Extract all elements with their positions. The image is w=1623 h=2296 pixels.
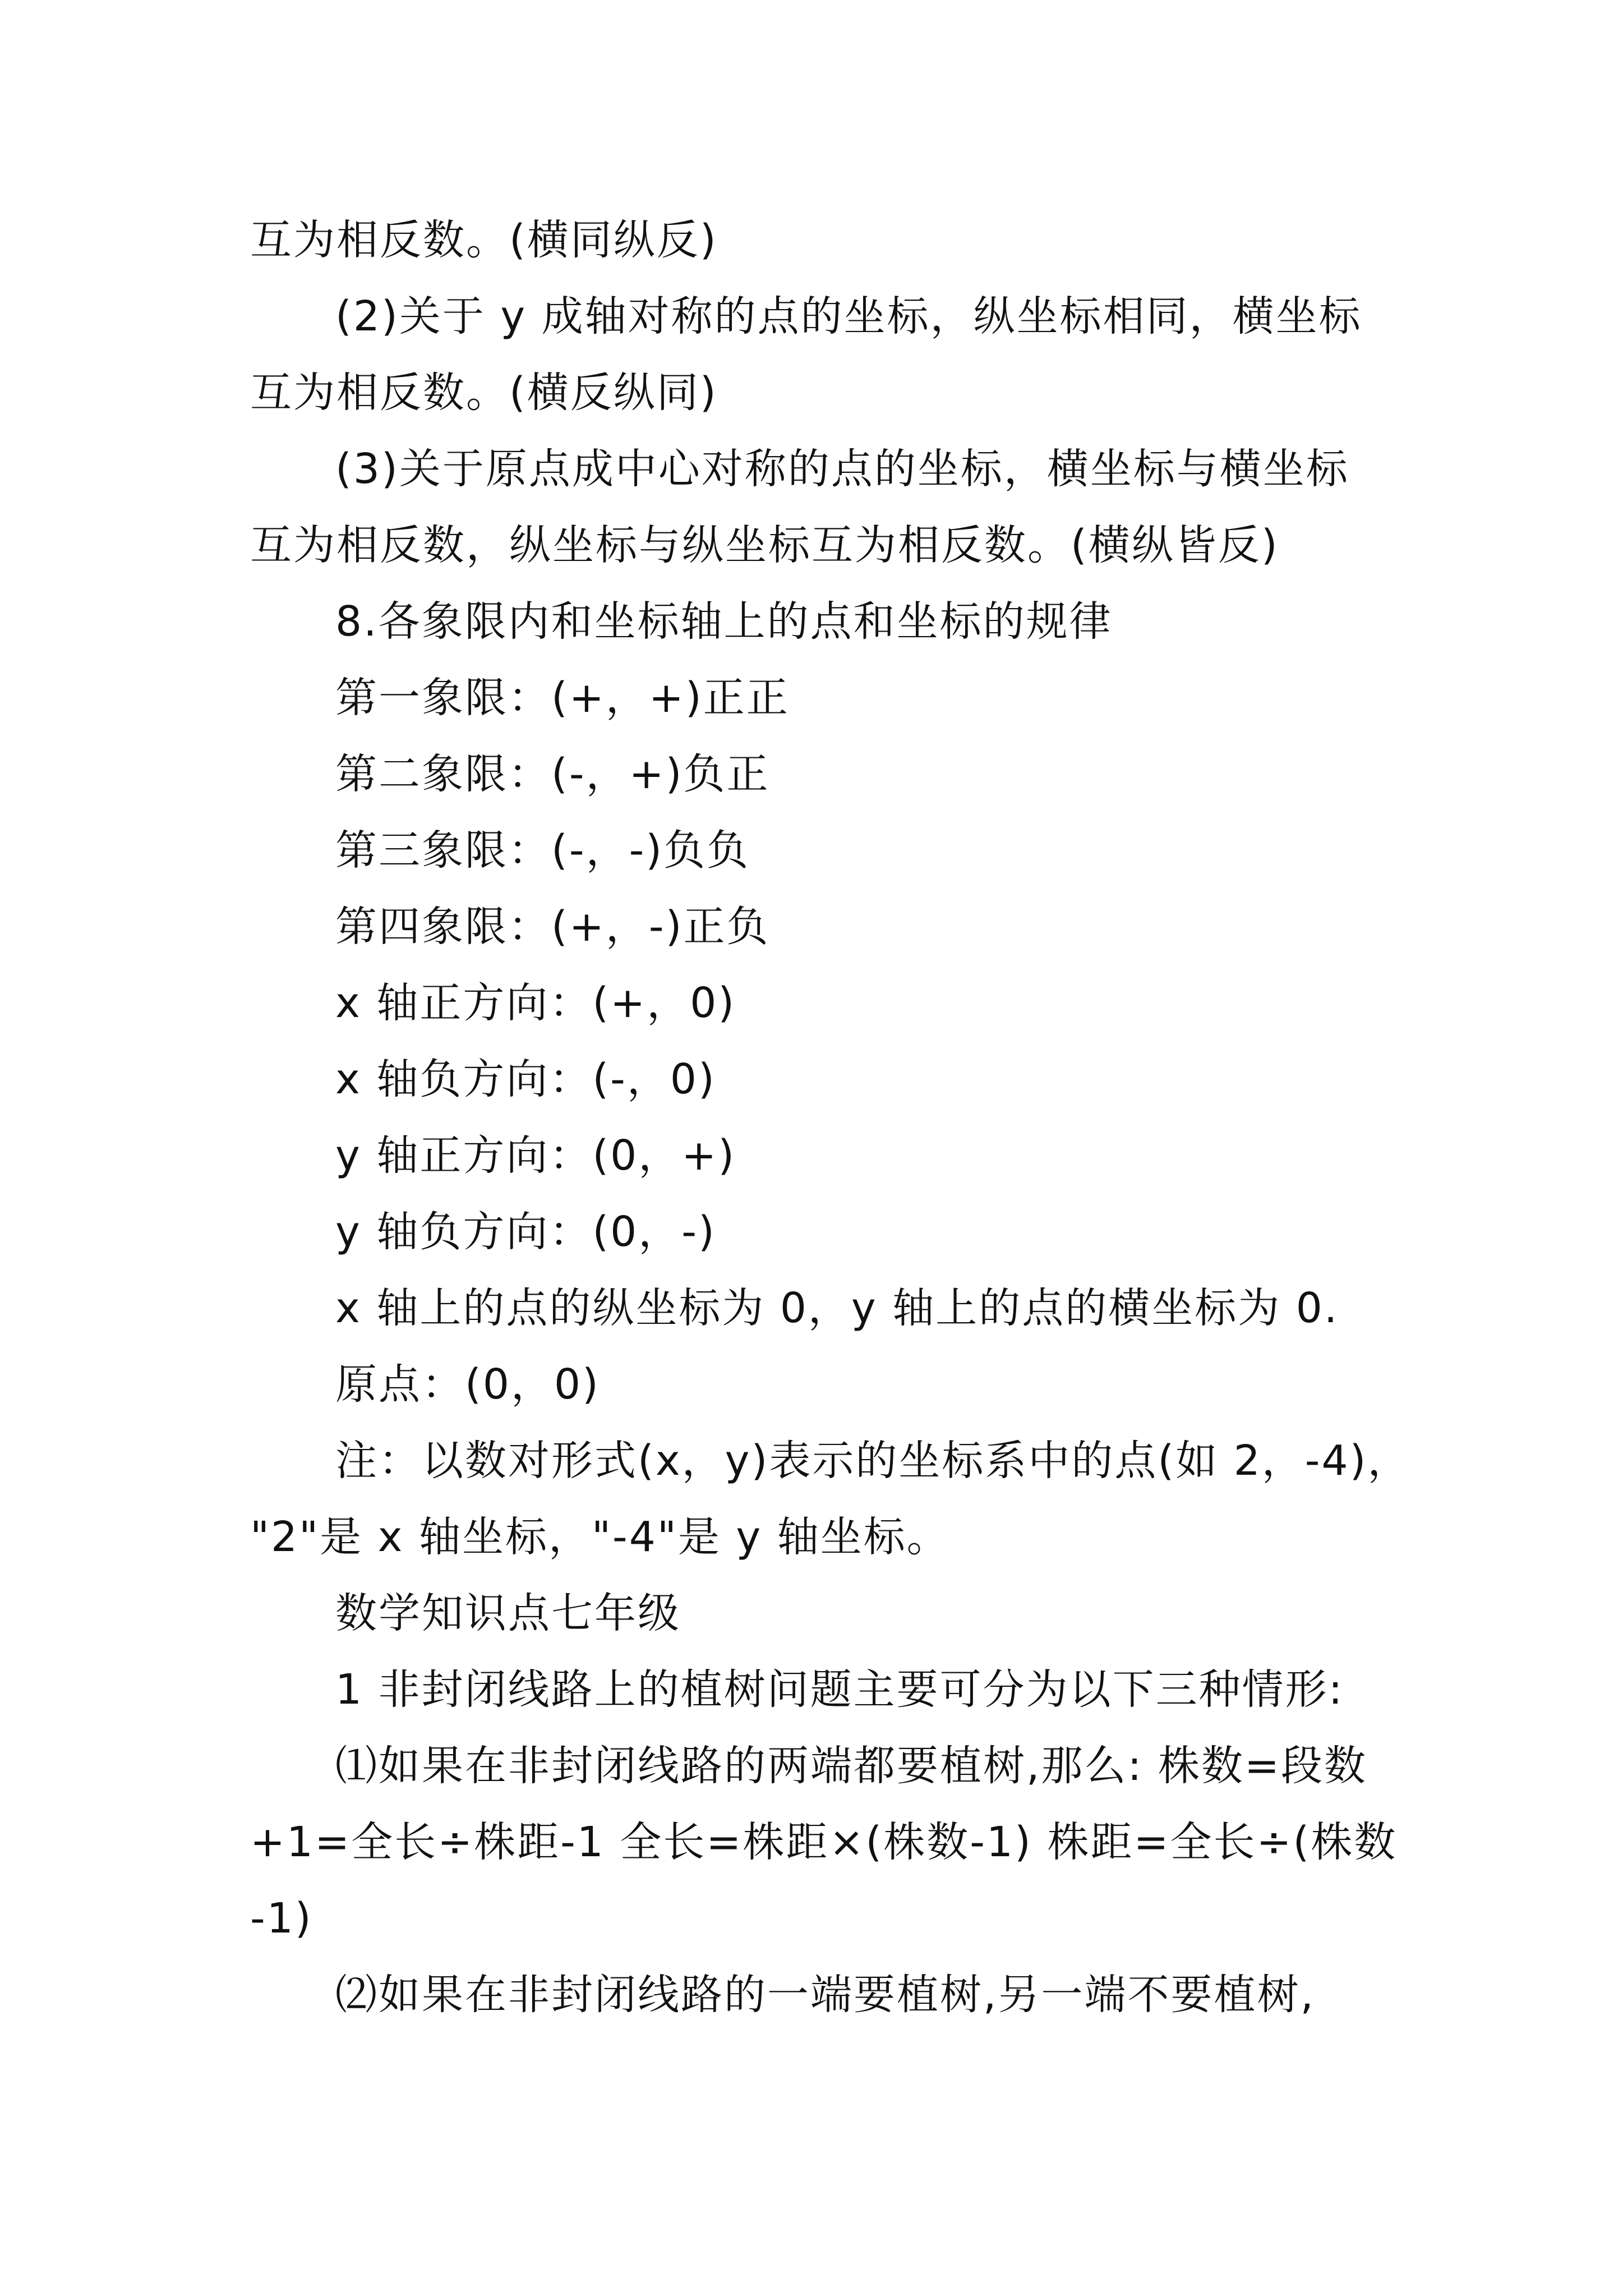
text-line: "2"是 x 轴坐标，"-4"是 y 轴坐标。: [250, 1513, 950, 1561]
section-heading: 8.各象限内和坐标轴上的点和坐标的规律: [335, 597, 1113, 646]
text-line: x 轴负方向：(-，0): [335, 1055, 716, 1103]
text-line: 1 非封闭线路上的植树问题主要可分为以下三种情形:: [335, 1665, 1344, 1714]
text-line: +1=全长÷株距-1 全长=株距×(株数-1) 株距=全长÷(株数: [250, 1818, 1398, 1866]
text-line: 第一象限：(+，+)正正: [335, 674, 790, 722]
text-line: ⑴如果在非封闭线路的两端都要植树,那么: 株数=段数: [335, 1742, 1367, 1790]
text-line: 互为相反数。(横同纵反): [250, 216, 718, 264]
text-line: x 轴上的点的纵坐标为 0，y 轴上的点的横坐标为 0.: [335, 1284, 1339, 1332]
text-line: 原点：(0，0): [335, 1360, 600, 1409]
text-line: -1): [250, 1894, 313, 1943]
text-line: ⑵如果在非封闭线路的一端要植树,另一端不要植树,: [335, 1971, 1316, 2019]
text-line: 第二象限：(-，+)负正: [335, 750, 770, 798]
text-line: 互为相反数。(横反纵同): [250, 369, 718, 417]
text-line: y 轴负方向：(0，-): [335, 1208, 716, 1256]
text-line: y 轴正方向：(0，+): [335, 1131, 736, 1180]
text-line: (2)关于 y 成轴对称的点的坐标，纵坐标相同，横坐标: [335, 292, 1362, 341]
text-line: (3)关于原点成中心对称的点的坐标，横坐标与横坐标: [335, 445, 1349, 493]
text-line: 第三象限：(-，-)负负: [335, 826, 750, 875]
text-line: 注：以数对形式(x，y)表示的坐标系中的点(如 2，-4)，: [335, 1437, 1411, 1485]
text-line: x 轴正方向：(+，0): [335, 979, 736, 1027]
text-line: 互为相反数，纵坐标与纵坐标互为相反数。(横纵皆反): [250, 521, 1279, 569]
text-line: 第四象限：(+，-)正负: [335, 903, 770, 951]
section-heading: 数学知识点七年级: [335, 1589, 681, 1637]
